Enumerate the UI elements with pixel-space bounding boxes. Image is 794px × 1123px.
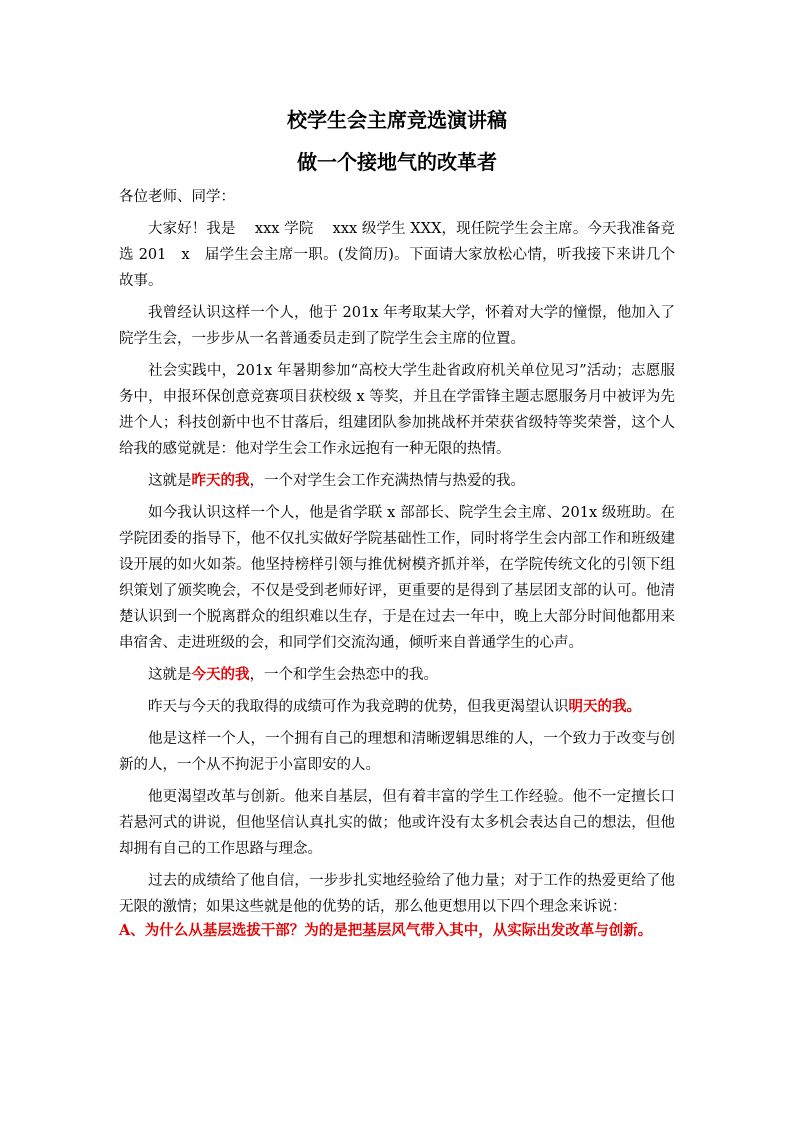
document-body: [119, 184, 675, 950]
today-pre: 这就是: [148, 667, 192, 683]
paragraph-person: 他是这样一个人，一个拥有自己的理想和清晰逻辑思维的人，一个致力于改变与创新的人，一个从不拘泥于小富即安的人。: [119, 731, 675, 773]
paragraph-background: 我曾经认识这样一个人，他于 201x 年考取某大学，怀着对大学的憧憬，他加入了院学生会，一步步从一名普通委员走到了院学生会主席的位置。: [119, 305, 675, 347]
tomorrow-pre: 昨天与今天的我取得的成绩可作为我竞聘的优势，但我更渴望认识: [148, 699, 569, 715]
paragraph-today-description: 如今我认识这样一个人，他是省学联 x 部部长、院学生会主席、201x 级班助。在学院团委的指导下，他不仅扎实做好学院基础性工作，同时将学生会内部工作和班级建设开展的如火如荼。他坚持榜样引领与推优树模齐抓并举，在学院传统文化的引领下组织策划了颁奖晚会，不仅是受到老师好评，更重要的是得到了基层团支部的认可。他清楚认识到一个脱离群众的组织难以生存，于是在过去一年中，晚上大部分时间他都用来串宿舍、走进班级的会，和同学们交流沟通，倾听来自普通学生的心声。: [119, 505, 675, 651]
paragraph-confidence: 过去的成绩给了他自信，一步步扎实地经验给了他力量；对于工作的热爱更给了他无限的激情；如果这些就是他的优势的话，那么他更想用以下四个理念来诉说：: [119, 873, 675, 915]
today-post: ，一个和学生会热恋中的我。: [249, 667, 438, 683]
salutation: 各位老师、同学：: [119, 189, 235, 205]
paragraph-tomorrow: [119, 694, 675, 720]
point-a: A、为什么从基层选拔干部？为的是把基层风气带入其中，从实际出发改革与创新。: [119, 922, 653, 939]
paragraph-intro: 大家好！我是 xxx 学院 xxx 级学生 XXX，现任院学生会主席。今天我准备竞选 201 x 届学生会主席一职。(发简历)。下面请大家放松心情，听我接下来讲几个故事。: [119, 221, 675, 289]
document-subtitle: 做一个接地气的改革者: [297, 150, 497, 174]
paragraph-achievements: 社会实践中，201x 年暑期参加“高校大学生赴省政府机关单位见习”活动；志愿服务中，申报环保创意竞赛项目获校级 x 等奖，并且在学雷锋主题志愿服务月中被评为先进个人；科技创新中也不甘落后，组建团队参加挑战杯并荣获省级特等奖荣誉，这个人给我的感觉就是：他对学生会工作永远抱有一种无限的热情。: [119, 363, 675, 457]
yesterday-pre: 这就是: [148, 473, 192, 489]
paragraph-today: [119, 662, 675, 688]
yesterday-post: ，一个对学生会工作充满热情与热爱的我。: [249, 473, 525, 489]
document-title: 校学生会主席竞选演讲稿: [287, 108, 507, 132]
today-highlight: 今天的我: [191, 666, 250, 683]
paragraph-reform: 他更渴望改革与创新。他来自基层，但有着丰富的学生工作经验。他不一定擅长口若悬河式的讲说，但他坚信认真扎实的做；他或许没有太多机会表达自己的想法，但他却拥有自己的工作思路与理念。: [119, 789, 675, 857]
yesterday-highlight: 昨天的我: [191, 472, 250, 489]
tomorrow-highlight: 明天的我。: [568, 698, 641, 715]
paragraph-yesterday: [119, 468, 675, 494]
